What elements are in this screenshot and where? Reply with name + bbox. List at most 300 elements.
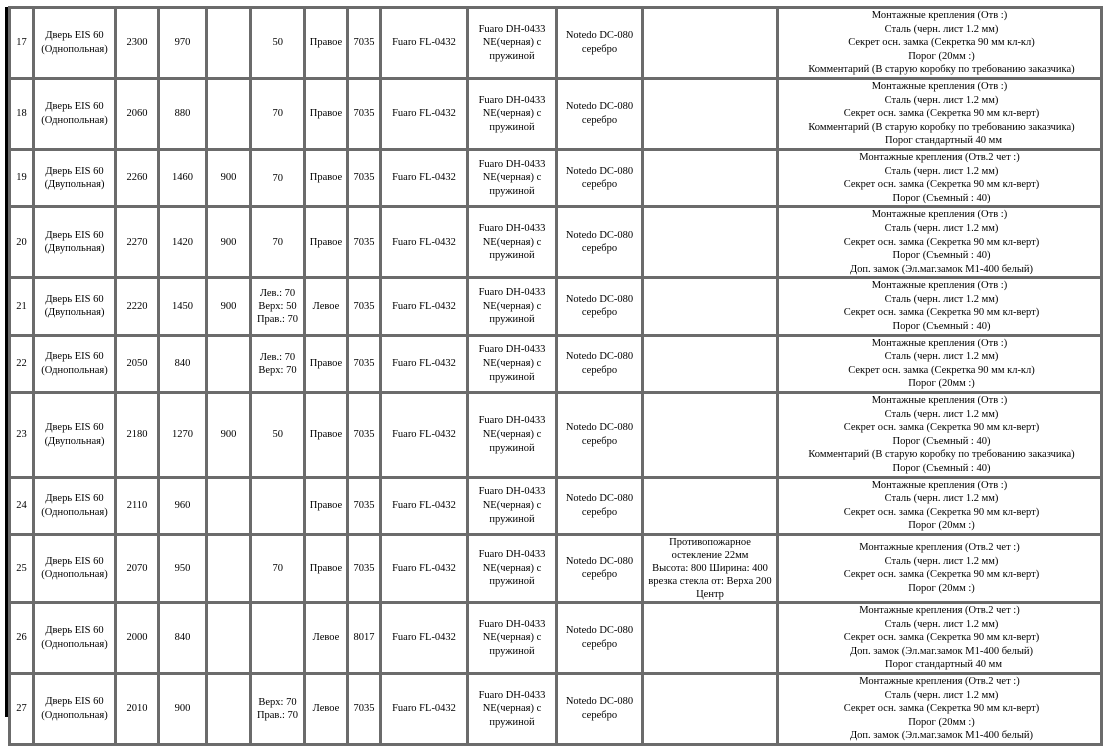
row-number-cell: 25 (10, 534, 34, 602)
table-row (10, 278, 1102, 335)
frame-cell (251, 534, 305, 602)
product-line: (Двупольная) (44, 307, 105, 319)
frame-line: 70 (272, 108, 283, 120)
height-cell: 2270 (116, 207, 159, 278)
note-line: Монтажные крепления (Отв :) (871, 280, 1008, 292)
note-line: Доп. замок (Эл.маг.замок М1-400 белый) (849, 263, 1033, 275)
notes-cell (778, 602, 1102, 673)
opening-side-cell: Левое (305, 278, 348, 335)
row-number-cell: 24 (10, 477, 34, 534)
height-cell: 2300 (116, 8, 159, 79)
glazing-cell (643, 149, 778, 206)
product-line: Дверь EIS 60 (45, 493, 104, 505)
height-cell: 2070 (116, 534, 159, 602)
lock-line: Notedo DC-080 (565, 293, 634, 305)
note-line: Монтажные крепления (Отв :) (871, 479, 1008, 491)
ral-color-cell: 7035 (348, 278, 381, 335)
frame-cell (251, 393, 305, 478)
opening-side-cell: Правое (305, 78, 348, 149)
product-line: (Однопольная) (41, 506, 108, 518)
active-leaf-cell (207, 8, 251, 79)
frame-cell (251, 8, 305, 79)
lock-line: серебро (581, 243, 618, 255)
opening-side-cell: Правое (305, 335, 348, 392)
lock-line: Notedo DC-080 (565, 229, 634, 241)
notes-cell (778, 78, 1102, 149)
handle-line: Fuaro DH-0433 (478, 549, 546, 561)
closer-cell: Fuaro FL-0432 (381, 393, 468, 478)
product-cell (34, 149, 116, 206)
handle-line: NE(черная) с (482, 632, 542, 644)
ral-color-cell: 7035 (348, 8, 381, 79)
opening-side-cell: Левое (305, 673, 348, 744)
handle-line: NE(черная) с (482, 499, 542, 511)
product-cell (34, 335, 116, 392)
ral-color-cell: 7035 (348, 149, 381, 206)
active-leaf-cell (207, 534, 251, 602)
row-number-cell: 19 (10, 149, 34, 206)
product-line: (Двупольная) (44, 435, 105, 447)
handle-cell (468, 278, 557, 335)
active-leaf-cell (207, 477, 251, 534)
glazing-line: Центр (696, 588, 724, 600)
product-line: (Однопольная) (41, 638, 108, 650)
product-line: (Двупольная) (44, 179, 105, 191)
handle-cell (468, 149, 557, 206)
notes-cell (778, 534, 1102, 602)
handle-line: NE(черная) с (482, 358, 542, 370)
note-line: Сталь (черн. лист 1.2 мм) (884, 555, 999, 567)
handle-line: NE(черная) с (482, 300, 542, 312)
opening-side-cell: Правое (305, 534, 348, 602)
frame-cell (251, 602, 305, 673)
note-line: Порог (20мм :) (908, 520, 975, 532)
handle-cell (468, 207, 557, 278)
note-line: Монтажные крепления (Отв :) (871, 80, 1008, 92)
frame-line: Прав.: 70 (256, 709, 299, 721)
frame-line: 70 (272, 172, 283, 184)
closer-cell: Fuaro FL-0432 (381, 602, 468, 673)
note-line: Монтажные крепления (Отв :) (871, 337, 1008, 349)
note-line: Монтажные крепления (Отв.2 чет :) (859, 542, 1020, 554)
glazing-cell (643, 602, 778, 673)
product-line: (Двупольная) (44, 243, 105, 255)
note-line: Сталь (черн. лист 1.2 мм) (884, 351, 999, 363)
closer-cell: Fuaro FL-0432 (381, 78, 468, 149)
lock-line: Notedo DC-080 (565, 351, 634, 363)
opening-side-cell: Правое (305, 477, 348, 534)
note-line: Монтажные крепления (Отв :) (871, 209, 1008, 221)
note-line: Доп. замок (Эл.маг.замок М1-400 белый) (849, 730, 1033, 742)
note-line: Секрет осн. замка (Секретка 90 мм кл-кл) (848, 37, 1035, 49)
ral-color-cell: 7035 (348, 207, 381, 278)
frame-cell (251, 278, 305, 335)
frame-line: Прав.: 70 (256, 313, 299, 325)
lock-cell (557, 8, 643, 79)
handle-line: NE(черная) с (482, 703, 542, 715)
notes-cell (778, 149, 1102, 206)
active-leaf-cell (207, 673, 251, 744)
product-line: Дверь EIS 60 (45, 30, 104, 42)
lock-line: серебро (581, 638, 618, 650)
note-line: Порог (Съемный : 40) (892, 192, 991, 204)
product-line: Дверь EIS 60 (45, 625, 104, 637)
frame-line: Лев.: 70 (259, 351, 296, 363)
product-line: Дверь EIS 60 (45, 293, 104, 305)
closer-cell: Fuaro FL-0432 (381, 534, 468, 602)
width-cell: 840 (159, 602, 207, 673)
handle-line: NE(черная) с (482, 429, 542, 441)
handle-line: NE(черная) с (482, 37, 542, 49)
handle-cell (468, 8, 557, 79)
height-cell: 2060 (116, 78, 159, 149)
handle-line: Fuaro DH-0433 (478, 344, 546, 356)
handle-line: пружиной (489, 645, 535, 657)
product-cell (34, 278, 116, 335)
lock-line: Notedo DC-080 (565, 101, 634, 113)
active-leaf-cell (207, 602, 251, 673)
note-line: Секрет осн. замка (Секретка 90 мм кл-верт) (843, 236, 1040, 248)
note-line: Секрет осн. замка (Секретка 90 мм кл-верт) (843, 632, 1040, 644)
handle-line: Fuaro DH-0433 (478, 94, 546, 106)
frame-line: 70 (272, 236, 283, 248)
door-order-table (8, 6, 1103, 746)
frame-cell (251, 149, 305, 206)
glazing-line: врезка стекла от: Верха 200 (648, 575, 772, 587)
handle-line: Fuaro DH-0433 (478, 415, 546, 427)
closer-cell: Fuaro FL-0432 (381, 8, 468, 79)
row-number-cell: 26 (10, 602, 34, 673)
opening-side-cell: Правое (305, 149, 348, 206)
table-row (10, 477, 1102, 534)
handle-cell (468, 534, 557, 602)
note-line: Сталь (черн. лист 1.2 мм) (884, 618, 999, 630)
note-line: Монтажные крепления (Отв.2 чет :) (859, 675, 1020, 687)
width-cell: 880 (159, 78, 207, 149)
table-row (10, 207, 1102, 278)
lock-cell (557, 393, 643, 478)
product-line: Дверь EIS 60 (45, 422, 104, 434)
frame-cell (251, 477, 305, 534)
note-line: Секрет осн. замка (Секретка 90 мм кл-верт) (843, 703, 1040, 715)
frame-cell (251, 335, 305, 392)
note-line: Сталь (черн. лист 1.2 мм) (884, 23, 999, 35)
glazing-cell (643, 207, 778, 278)
closer-cell: Fuaro FL-0432 (381, 278, 468, 335)
opening-side-cell: Правое (305, 8, 348, 79)
note-line: Сталь (черн. лист 1.2 мм) (884, 94, 999, 106)
note-line: Комментарий (В старую коробку по требованию заказчика) (808, 121, 1075, 133)
handle-line: Fuaro DH-0433 (478, 486, 546, 498)
ral-color-cell: 7035 (348, 477, 381, 534)
product-line: (Однопольная) (41, 709, 108, 721)
notes-cell (778, 673, 1102, 744)
opening-side-cell: Правое (305, 393, 348, 478)
height-cell: 2010 (116, 673, 159, 744)
frame-line: Верх: 70 (258, 696, 297, 708)
lock-line: серебро (581, 43, 618, 55)
lock-line: серебро (581, 364, 618, 376)
note-line: Комментарий (В старую коробку по требованию заказчика) (808, 64, 1075, 76)
handle-line: NE(черная) с (482, 562, 542, 574)
lock-cell (557, 207, 643, 278)
ral-color-cell: 7035 (348, 673, 381, 744)
row-number-cell: 17 (10, 8, 34, 79)
height-cell: 2180 (116, 393, 159, 478)
glazing-cell (643, 477, 778, 534)
handle-line: Fuaro DH-0433 (478, 287, 546, 299)
height-cell: 2000 (116, 602, 159, 673)
notes-cell (778, 393, 1102, 478)
notes-cell (778, 477, 1102, 534)
handle-line: пружиной (489, 50, 535, 62)
note-line: Монтажные крепления (Отв.2 чет :) (859, 151, 1020, 163)
notes-cell (778, 278, 1102, 335)
handle-line: пружиной (489, 371, 535, 383)
frame-line: Лев.: 70 (259, 287, 296, 299)
product-cell (34, 673, 116, 744)
lock-line: Notedo DC-080 (565, 696, 634, 708)
width-cell: 1450 (159, 278, 207, 335)
active-leaf-cell (207, 78, 251, 149)
handle-cell (468, 393, 557, 478)
opening-side-cell: Правое (305, 207, 348, 278)
note-line: Сталь (черн. лист 1.2 мм) (884, 293, 999, 305)
lock-line: серебро (581, 506, 618, 518)
handle-line: пружиной (489, 716, 535, 728)
frame-cell (251, 673, 305, 744)
note-line: Порог стандартный 40 мм (885, 135, 1002, 147)
handle-cell (468, 78, 557, 149)
lock-line: Notedo DC-080 (565, 422, 634, 434)
ral-color-cell: 7035 (348, 393, 381, 478)
row-number-cell: 22 (10, 335, 34, 392)
width-cell: 840 (159, 335, 207, 392)
lock-line: Notedo DC-080 (565, 625, 634, 637)
ral-color-cell: 8017 (348, 602, 381, 673)
closer-cell: Fuaro FL-0432 (381, 335, 468, 392)
row-number-cell: 23 (10, 393, 34, 478)
notes-cell (778, 335, 1102, 392)
active-leaf-cell: 900 (207, 207, 251, 278)
product-line: Дверь EIS 60 (45, 555, 104, 567)
row-number-cell: 21 (10, 278, 34, 335)
product-cell (34, 534, 116, 602)
glazing-cell (643, 278, 778, 335)
note-line: Секрет осн. замка (Секретка 90 мм кл-верт) (843, 422, 1040, 434)
handle-line: NE(черная) с (482, 236, 542, 248)
lock-line: серебро (581, 307, 618, 319)
handle-line: Fuaro DH-0433 (478, 618, 546, 630)
table-row (10, 393, 1102, 478)
frame-line: Верх: 50 (258, 300, 297, 312)
note-line: Порог (Съемный : 40) (892, 435, 991, 447)
glazing-cell (643, 534, 778, 602)
lock-cell (557, 149, 643, 206)
product-cell (34, 393, 116, 478)
table-row (10, 673, 1102, 744)
frame-line: Верх: 70 (258, 364, 297, 376)
lock-line: серебро (581, 435, 618, 447)
row-number-cell: 27 (10, 673, 34, 744)
note-line: Порог (Съемный : 40) (892, 321, 991, 333)
glazing-line: Противопожарное (669, 536, 751, 548)
product-line: (Однопольная) (41, 43, 108, 55)
width-cell: 970 (159, 8, 207, 79)
lock-line: серебро (581, 569, 618, 581)
note-line: Сталь (черн. лист 1.2 мм) (884, 222, 999, 234)
note-line: Секрет осн. замка (Секретка 90 мм кл-верт) (843, 569, 1040, 581)
product-line: Дверь EIS 60 (45, 101, 104, 113)
handle-line: пружиной (489, 185, 535, 197)
note-line: Секрет осн. замка (Секретка 90 мм кл-верт) (843, 506, 1040, 518)
handle-cell (468, 602, 557, 673)
height-cell: 2050 (116, 335, 159, 392)
glazing-cell (643, 8, 778, 79)
note-line: Сталь (черн. лист 1.2 мм) (884, 408, 999, 420)
handle-line: пружиной (489, 250, 535, 262)
lock-cell (557, 335, 643, 392)
handle-cell (468, 477, 557, 534)
glazing-cell (643, 78, 778, 149)
lock-cell (557, 534, 643, 602)
height-cell: 2110 (116, 477, 159, 534)
handle-line: пружиной (489, 442, 535, 454)
lock-line: серебро (581, 179, 618, 191)
note-line: Доп. замок (Эл.маг.замок М1-400 белый) (849, 645, 1033, 657)
product-line: Дверь EIS 60 (45, 351, 104, 363)
table-row (10, 8, 1102, 79)
glazing-cell (643, 393, 778, 478)
lock-cell (557, 278, 643, 335)
active-leaf-cell: 900 (207, 278, 251, 335)
notes-cell (778, 207, 1102, 278)
table-row (10, 534, 1102, 602)
table-row (10, 335, 1102, 392)
frame-line: 50 (272, 37, 283, 49)
height-cell: 2220 (116, 278, 159, 335)
frame-line: 50 (272, 429, 283, 441)
handle-line: пружиной (489, 513, 535, 525)
product-line: (Однопольная) (41, 114, 108, 126)
note-line: Порог (20мм :) (908, 716, 975, 728)
note-line: Секрет осн. замка (Секретка 90 мм кл-верт) (843, 179, 1040, 191)
note-line: Порог (Съемный : 40) (892, 250, 991, 262)
handle-cell (468, 335, 557, 392)
note-line: Комментарий (В старую коробку по требованию заказчика) (808, 449, 1075, 461)
note-line: Сталь (черн. лист 1.2 мм) (884, 689, 999, 701)
note-line: Порог (Съемный : 40) (892, 463, 991, 474)
active-leaf-cell: 900 (207, 393, 251, 478)
active-leaf-cell (207, 335, 251, 392)
lock-cell (557, 78, 643, 149)
note-line: Монтажные крепления (Отв.2 чет :) (859, 604, 1020, 616)
width-cell: 1460 (159, 149, 207, 206)
lock-line: Notedo DC-080 (565, 555, 634, 567)
active-leaf-cell: 900 (207, 149, 251, 206)
handle-line: пружиной (489, 314, 535, 326)
notes-cell (778, 8, 1102, 79)
ral-color-cell: 7035 (348, 335, 381, 392)
closer-cell: Fuaro FL-0432 (381, 207, 468, 278)
product-cell (34, 602, 116, 673)
width-cell: 900 (159, 673, 207, 744)
width-cell: 1420 (159, 207, 207, 278)
glazing-line: остекление 22мм (671, 549, 749, 561)
product-cell (34, 207, 116, 278)
ral-color-cell: 7035 (348, 78, 381, 149)
note-line: Порог (20мм :) (908, 583, 975, 595)
note-line: Порог (20мм :) (908, 378, 975, 390)
lock-cell (557, 477, 643, 534)
product-cell (34, 8, 116, 79)
handle-line: NE(черная) с (482, 172, 542, 184)
closer-cell: Fuaro FL-0432 (381, 673, 468, 744)
handle-line: Fuaro DH-0433 (478, 222, 546, 234)
glazing-cell (643, 335, 778, 392)
handle-cell (468, 673, 557, 744)
note-line: Сталь (черн. лист 1.2 мм) (884, 493, 999, 505)
product-line: (Однопольная) (41, 364, 108, 376)
table-row (10, 78, 1102, 149)
product-line: (Однопольная) (41, 569, 108, 581)
width-cell: 960 (159, 477, 207, 534)
width-cell: 950 (159, 534, 207, 602)
product-line: Дверь EIS 60 (45, 229, 104, 241)
product-cell (34, 78, 116, 149)
lock-cell (557, 673, 643, 744)
handle-line: Fuaro DH-0433 (478, 23, 546, 35)
opening-side-cell: Левое (305, 602, 348, 673)
ral-color-cell: 7035 (348, 534, 381, 602)
note-line: Монтажные крепления (Отв :) (871, 10, 1008, 21)
closer-cell: Fuaro FL-0432 (381, 149, 468, 206)
note-line: Секрет осн. замка (Секретка 90 мм кл-верт) (843, 307, 1040, 319)
height-cell: 2260 (116, 149, 159, 206)
table-row (10, 149, 1102, 206)
lock-line: серебро (581, 709, 618, 721)
frame-line: 70 (272, 562, 283, 574)
handle-line: Fuaro DH-0433 (478, 158, 546, 170)
note-line: Секрет осн. замка (Секретка 90 мм кл-верт) (843, 108, 1040, 120)
handle-line: Fuaro DH-0433 (478, 689, 546, 701)
product-line: Дверь EIS 60 (45, 165, 104, 177)
handle-line: пружиной (489, 576, 535, 588)
note-line: Сталь (черн. лист 1.2 мм) (884, 165, 999, 177)
frame-cell (251, 207, 305, 278)
width-cell: 1270 (159, 393, 207, 478)
glazing-cell (643, 673, 778, 744)
note-line: Монтажные крепления (Отв :) (871, 395, 1008, 407)
row-number-cell: 20 (10, 207, 34, 278)
lock-line: Notedo DC-080 (565, 30, 634, 42)
note-line: Порог (20мм :) (908, 50, 975, 62)
glazing-line: Высота: 800 Ширина: 400 (652, 562, 768, 574)
handle-line: пружиной (489, 121, 535, 133)
note-line: Секрет осн. замка (Секретка 90 мм кл-кл) (848, 364, 1035, 376)
lock-line: Notedo DC-080 (565, 165, 634, 177)
closer-cell: Fuaro FL-0432 (381, 477, 468, 534)
table-row (10, 602, 1102, 673)
lock-cell (557, 602, 643, 673)
product-line: Дверь EIS 60 (45, 696, 104, 708)
lock-line: серебро (581, 114, 618, 126)
product-cell (34, 477, 116, 534)
lock-line: Notedo DC-080 (565, 493, 634, 505)
handle-line: NE(черная) с (482, 108, 542, 120)
note-line: Порог стандартный 40 мм (885, 659, 1002, 671)
row-number-cell: 18 (10, 78, 34, 149)
